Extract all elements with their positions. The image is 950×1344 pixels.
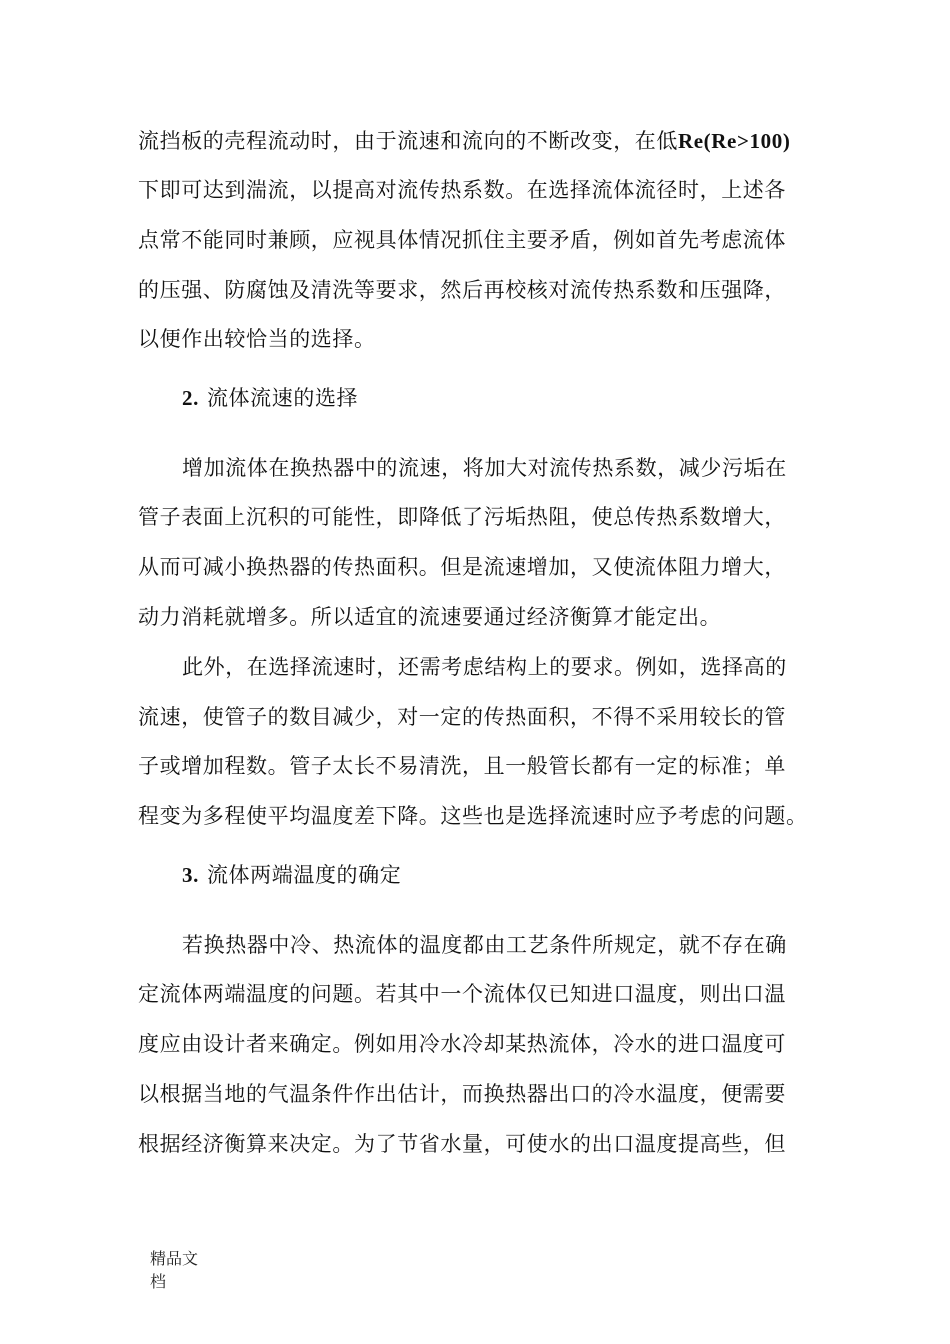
paragraph-4-line-2: 定流体两端温度的问题。若其中一个流体仅已知进口温度，则出口温 [138, 982, 786, 1006]
section-heading-2 [182, 384, 358, 412]
reynolds-number-bold: Re(Re>100) [678, 129, 791, 153]
paragraph-1-line-1 [138, 127, 790, 155]
paragraph-1-line-3: 点常不能同时兼顾，应视具体情况抓住主要矛盾，例如首先考虑流体 [138, 228, 786, 252]
section-heading-2-number: 2. [182, 386, 199, 410]
paragraph-4-line-5: 根据经济衡算来决定。为了节省水量，可使水的出口温度提高些，但 [138, 1132, 786, 1156]
section-heading-3-title: 流体两端温度的确定 [206, 863, 402, 887]
paragraph-3-line-4: 程变为多程使平均温度差下降。这些也是选择流速时应予考虑的问题。 [138, 804, 808, 828]
paragraph-3-line-1: 此外，在选择流速时，还需考虑结构上的要求。例如，选择高的 [182, 655, 787, 679]
paragraph-1-line-4: 的压强、防腐蚀及清洗等要求，然后再校核对流传热系数和压强降， [138, 278, 786, 302]
footer-label: 精品文档 [150, 1249, 199, 1291]
paragraph-3-line-3: 子或增加程数。管子太长不易清洗，且一般管长都有一定的标准；单 [138, 754, 786, 778]
section-heading-2-title: 流体流速的选择 [206, 386, 359, 410]
paragraph-1-line-5: 以便作出较恰当的选择。 [138, 327, 376, 351]
section-heading-3-number: 3. [182, 863, 199, 887]
paragraph-4-line-1: 若换热器中冷、热流体的温度都由工艺条件所规定，就不存在确 [182, 933, 787, 957]
paragraph-1-line-2: 下即可达到湍流，以提高对流传热系数。在选择流体流径时，上述各 [138, 178, 786, 202]
paragraph-4-line-4: 以根据当地的气温条件作出估计，而换热器出口的冷水温度，便需要 [138, 1082, 786, 1106]
paragraph-3-line-2: 流速，使管子的数目减少，对一定的传热面积，不得不采用较长的管 [138, 705, 786, 729]
paragraph-2-line-2: 管子表面上沉积的可能性，即降低了污垢热阻，使总传热系数增大， [138, 505, 786, 529]
paragraph-1-line-1-text: 流挡板的壳程流动时，由于流速和流向的不断改变，在低 [138, 129, 678, 153]
paragraph-2-line-1: 增加流体在换热器中的流速，将加大对流传热系数，减少污垢在 [182, 456, 787, 480]
paragraph-2-line-3: 从而可减小换热器的传热面积。但是流速增加，又使流体阻力增大， [138, 555, 786, 579]
paragraph-4-line-3: 度应由设计者来确定。例如用冷水冷却某热流体，冷水的进口温度可 [138, 1032, 786, 1056]
paragraph-2-line-4: 动力消耗就增多。所以适宜的流速要通过经济衡算才能定出。 [138, 605, 722, 629]
section-heading-3 [182, 861, 401, 889]
